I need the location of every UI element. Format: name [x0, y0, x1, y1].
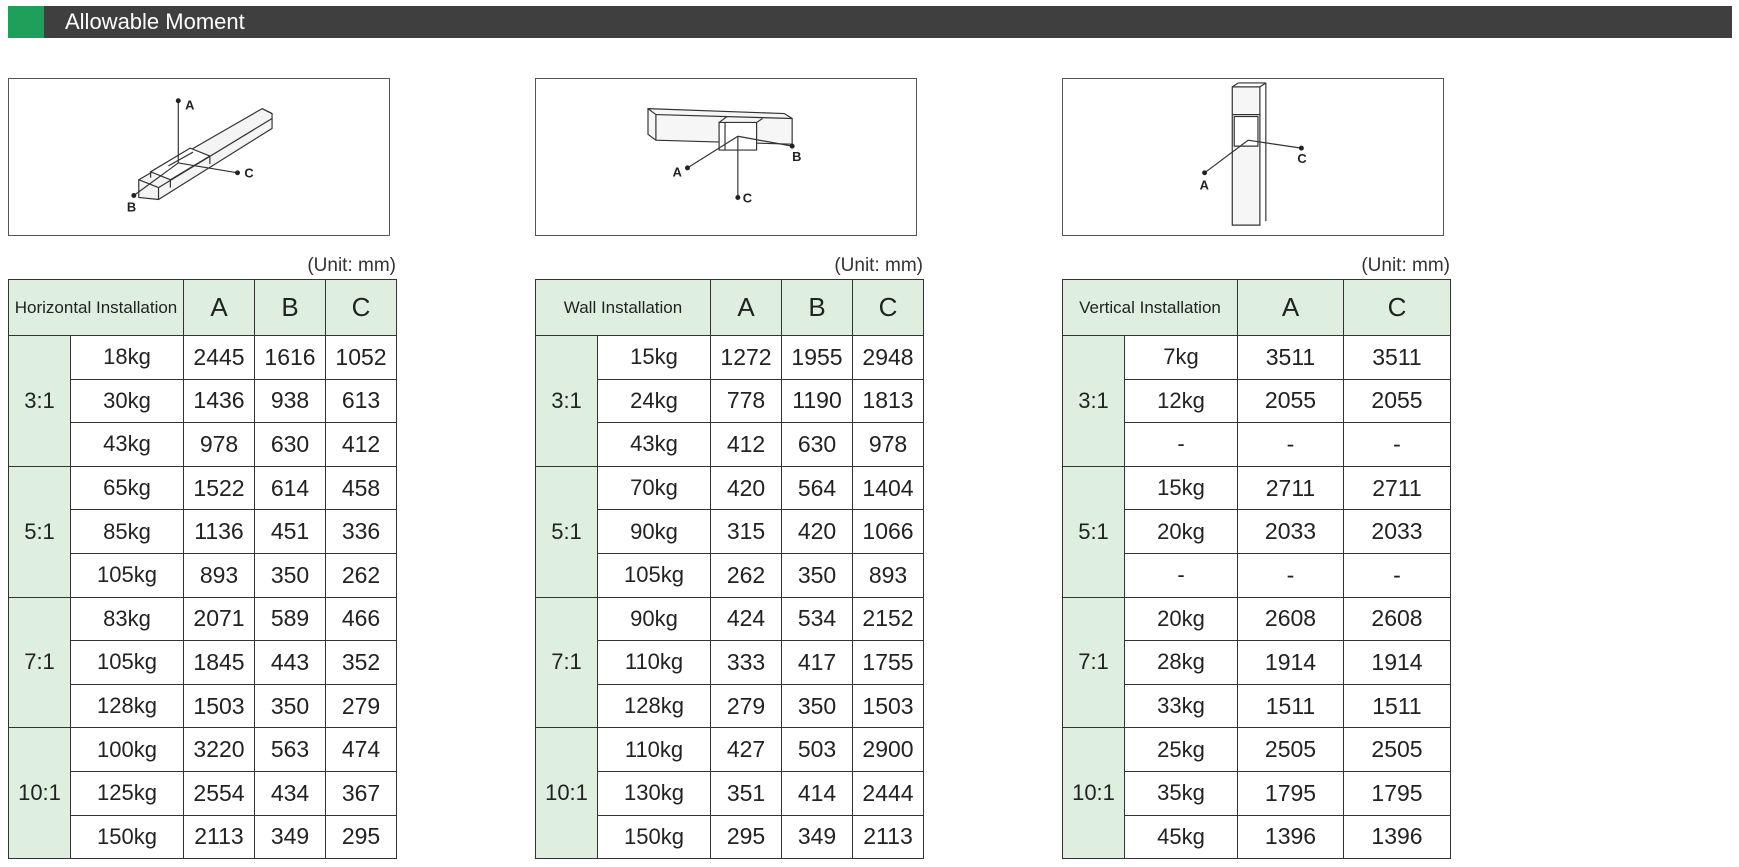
ratio-cell: 7:1 [1063, 597, 1125, 728]
moment-value-cell: 938 [255, 379, 326, 423]
load-cell: 65kg [71, 466, 184, 510]
moment-value-cell: 2505 [1238, 728, 1344, 772]
load-cell: 20kg [1125, 597, 1238, 641]
moment-value-cell: 295 [711, 815, 782, 859]
moment-value-cell: 1955 [782, 336, 853, 380]
moment-value-cell: 424 [711, 597, 782, 641]
moment-value-cell: 2948 [853, 336, 924, 380]
moment-value-cell: 564 [782, 466, 853, 510]
unit-note: (Unit: mm) [834, 255, 923, 276]
load-cell: 110kg [598, 728, 711, 772]
load-cell: 128kg [71, 684, 184, 728]
load-cell: 15kg [1125, 466, 1238, 510]
axis-label-b: B [126, 199, 137, 215]
load-cell: 150kg [71, 815, 184, 859]
moment-value-cell: 420 [782, 510, 853, 554]
column-header-c: C [326, 280, 397, 336]
moment-value-cell: 350 [255, 684, 326, 728]
column-header-c: C [1344, 280, 1451, 336]
moment-value-cell: 466 [326, 597, 397, 641]
moment-value-cell: 3511 [1344, 336, 1451, 380]
table-row [9, 597, 397, 641]
moment-value-cell: - [1344, 553, 1451, 597]
moment-value-cell: 2033 [1238, 510, 1344, 554]
moment-value-cell: 2113 [853, 815, 924, 859]
load-cell: 105kg [71, 641, 184, 685]
moment-value-cell: 350 [255, 553, 326, 597]
ratio-cell: 5:1 [536, 466, 598, 597]
table-row [536, 336, 924, 380]
ratio-cell: 10:1 [536, 728, 598, 859]
ratio-cell: 5:1 [9, 466, 71, 597]
load-cell: 25kg [1125, 728, 1238, 772]
horizontal-installation-diagram [8, 78, 390, 236]
moment-value-cell: 279 [326, 684, 397, 728]
table-row [536, 728, 924, 772]
moment-value-cell: 978 [184, 423, 255, 467]
moment-value-cell: 1511 [1344, 684, 1451, 728]
ratio-cell: 7:1 [9, 597, 71, 728]
installation-label: Horizontal Installation [9, 280, 184, 336]
table-header-row [536, 280, 924, 336]
load-cell: 128kg [598, 684, 711, 728]
moment-value-cell: 262 [711, 553, 782, 597]
moment-value-cell: 350 [782, 684, 853, 728]
column-header-c: C [853, 280, 924, 336]
load-cell: 90kg [598, 597, 711, 641]
load-cell: 35kg [1125, 771, 1238, 815]
column-header-a: A [711, 280, 782, 336]
ratio-cell: 3:1 [536, 336, 598, 467]
ratio-cell: 3:1 [9, 336, 71, 467]
moment-value-cell: 2445 [184, 336, 255, 380]
axis-label-c: C [244, 165, 254, 181]
moment-value-cell: 1522 [184, 466, 255, 510]
moment-value-cell: 563 [255, 728, 326, 772]
moment-value-cell: 315 [711, 510, 782, 554]
moment-value-cell: 1190 [782, 379, 853, 423]
table-row [9, 728, 397, 772]
load-cell: 85kg [71, 510, 184, 554]
moment-value-cell: 443 [255, 641, 326, 685]
moment-value-cell: 1813 [853, 379, 924, 423]
load-cell: 15kg [598, 336, 711, 380]
table-row [1063, 466, 1451, 510]
moment-value-cell: 630 [782, 423, 853, 467]
moment-value-cell: 2055 [1238, 379, 1344, 423]
moment-value-cell: 1755 [853, 641, 924, 685]
wall-installation-table [535, 279, 924, 859]
moment-value-cell: 893 [853, 553, 924, 597]
load-cell: 18kg [71, 336, 184, 380]
table-row [9, 336, 397, 380]
moment-value-cell: 351 [711, 771, 782, 815]
moment-value-cell: 2608 [1344, 597, 1451, 641]
moment-value-cell: 1616 [255, 336, 326, 380]
load-cell: 28kg [1125, 641, 1238, 685]
load-cell: 100kg [71, 728, 184, 772]
table-row [536, 466, 924, 510]
moment-value-cell: - [1238, 423, 1344, 467]
moment-value-cell: 295 [326, 815, 397, 859]
ratio-cell: 10:1 [1063, 728, 1125, 859]
ratio-cell: 5:1 [1063, 466, 1125, 597]
moment-value-cell: 458 [326, 466, 397, 510]
moment-value-cell: 350 [782, 553, 853, 597]
load-cell: 33kg [1125, 684, 1238, 728]
table-row [9, 466, 397, 510]
header-accent [8, 6, 44, 38]
moment-value-cell: 367 [326, 771, 397, 815]
moment-value-cell: 630 [255, 423, 326, 467]
load-cell: 83kg [71, 597, 184, 641]
table-header-row [1063, 280, 1451, 336]
ratio-cell: 3:1 [1063, 336, 1125, 467]
installation-label: Wall Installation [536, 280, 711, 336]
moment-value-cell: 333 [711, 641, 782, 685]
load-cell: - [1125, 553, 1238, 597]
load-cell: 110kg [598, 641, 711, 685]
axis-label-a: A [185, 97, 195, 113]
axis-label-c: C [742, 190, 753, 206]
moment-value-cell: 262 [326, 553, 397, 597]
vertical-installation-table [1062, 279, 1451, 859]
moment-value-cell: 2505 [1344, 728, 1451, 772]
moment-value-cell: 1795 [1238, 771, 1344, 815]
load-cell: 105kg [71, 553, 184, 597]
moment-value-cell: 2554 [184, 771, 255, 815]
moment-value-cell: 1914 [1344, 641, 1451, 685]
moment-value-cell: 2071 [184, 597, 255, 641]
axis-label-a: A [672, 164, 682, 180]
moment-value-cell: 1396 [1238, 815, 1344, 859]
moment-value-cell: 1396 [1344, 815, 1451, 859]
moment-value-cell: 412 [326, 423, 397, 467]
moment-value-cell: 2055 [1344, 379, 1451, 423]
moment-value-cell: 2608 [1238, 597, 1344, 641]
load-cell: 45kg [1125, 815, 1238, 859]
moment-value-cell: 3511 [1238, 336, 1344, 380]
moment-value-cell: 1272 [711, 336, 782, 380]
section-title: Allowable Moment [65, 9, 245, 34]
moment-value-cell: 778 [711, 379, 782, 423]
ratio-cell: 7:1 [536, 597, 598, 728]
moment-value-cell: 1845 [184, 641, 255, 685]
moment-value-cell: 1914 [1238, 641, 1344, 685]
moment-value-cell: 349 [782, 815, 853, 859]
moment-value-cell: 1503 [853, 684, 924, 728]
vertical-rail-illustration [1063, 79, 1443, 235]
load-cell: 20kg [1125, 510, 1238, 554]
moment-value-cell: 2152 [853, 597, 924, 641]
moment-value-cell: 1503 [184, 684, 255, 728]
moment-value-cell: 2900 [853, 728, 924, 772]
column-header-a: A [184, 280, 255, 336]
horizontal-installation-table [8, 279, 397, 859]
load-cell: 150kg [598, 815, 711, 859]
moment-value-cell: 2113 [184, 815, 255, 859]
moment-value-cell: 412 [711, 423, 782, 467]
load-cell: 30kg [71, 379, 184, 423]
moment-value-cell: 503 [782, 728, 853, 772]
load-cell: 105kg [598, 553, 711, 597]
load-cell: 90kg [598, 510, 711, 554]
table-header-row [9, 280, 397, 336]
vertical-installation-diagram [1062, 78, 1444, 236]
load-cell: 70kg [598, 466, 711, 510]
column-header-b: B [255, 280, 326, 336]
table-row [1063, 336, 1451, 380]
load-cell: 24kg [598, 379, 711, 423]
moment-value-cell: 1511 [1238, 684, 1344, 728]
moment-value-cell: 534 [782, 597, 853, 641]
moment-value-cell: 1052 [326, 336, 397, 380]
moment-value-cell: 614 [255, 466, 326, 510]
wall-rail-illustration [536, 79, 916, 235]
axis-label-a: A [1199, 177, 1209, 193]
load-cell: - [1125, 423, 1238, 467]
horizontal-rail-illustration [9, 79, 389, 235]
load-cell: 43kg [71, 423, 184, 467]
ratio-cell: 10:1 [9, 728, 71, 859]
moment-value-cell: 349 [255, 815, 326, 859]
moment-value-cell: 1136 [184, 510, 255, 554]
moment-value-cell: 336 [326, 510, 397, 554]
load-cell: 130kg [598, 771, 711, 815]
moment-value-cell: 2711 [1238, 466, 1344, 510]
moment-value-cell: 352 [326, 641, 397, 685]
moment-value-cell: 2711 [1344, 466, 1451, 510]
unit-note: (Unit: mm) [1361, 255, 1450, 276]
moment-value-cell: 978 [853, 423, 924, 467]
unit-note: (Unit: mm) [307, 255, 396, 276]
moment-value-cell: 1436 [184, 379, 255, 423]
moment-value-cell: 434 [255, 771, 326, 815]
moment-value-cell: 279 [711, 684, 782, 728]
moment-value-cell: 414 [782, 771, 853, 815]
axis-label-b: B [792, 148, 802, 164]
section-header [8, 6, 1732, 38]
load-cell: 12kg [1125, 379, 1238, 423]
table-row [1063, 597, 1451, 641]
moment-value-cell: - [1238, 553, 1344, 597]
moment-value-cell: 417 [782, 641, 853, 685]
moment-value-cell: 2033 [1344, 510, 1451, 554]
wall-installation-diagram [535, 78, 917, 236]
load-cell: 7kg [1125, 336, 1238, 380]
moment-value-cell: - [1344, 423, 1451, 467]
moment-value-cell: 589 [255, 597, 326, 641]
load-cell: 125kg [71, 771, 184, 815]
moment-value-cell: 1795 [1344, 771, 1451, 815]
moment-value-cell: 1066 [853, 510, 924, 554]
column-header-b: B [782, 280, 853, 336]
moment-value-cell: 474 [326, 728, 397, 772]
moment-value-cell: 1404 [853, 466, 924, 510]
moment-value-cell: 451 [255, 510, 326, 554]
moment-value-cell: 3220 [184, 728, 255, 772]
axis-label-c: C [1297, 150, 1307, 166]
moment-value-cell: 420 [711, 466, 782, 510]
moment-value-cell: 613 [326, 379, 397, 423]
moment-value-cell: 2444 [853, 771, 924, 815]
table-row [536, 597, 924, 641]
installation-label: Vertical Installation [1063, 280, 1238, 336]
column-header-a: A [1238, 280, 1344, 336]
moment-value-cell: 427 [711, 728, 782, 772]
table-row [1063, 728, 1451, 772]
load-cell: 43kg [598, 423, 711, 467]
moment-value-cell: 893 [184, 553, 255, 597]
